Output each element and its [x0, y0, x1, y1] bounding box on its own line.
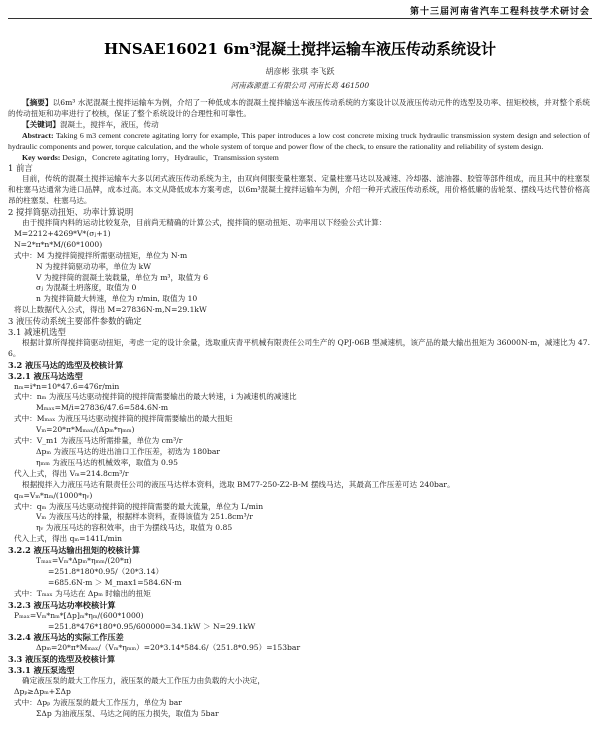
- paper-authors: 胡彦彬 张琪 李飞跃: [265, 67, 335, 76]
- keywords-en-label: Key words:: [22, 152, 61, 162]
- paragraph: 根据计算所得搅拌筒驱动扭矩，考虑一定的设计余量，选取重庆青平机械有限责任公司生产的 QPJ-06B 型减速机，该产品的最大输出扭矩为 36000N·m，减速比为 47.6。: [8, 337, 590, 358]
- formula-line: N 为搅拌筒驱动功率，单位为 kW: [36, 261, 152, 271]
- abstract-en-text: Taking 6 m3 cement concrete agitating lorry for example, This paper introduces a low cost concrete mixing truck hydraulic transmission system design and selection of hydraulic components and power, torque calculation, and the whole system of torque and power flow of the check, to ensure the rationality and reliability of system design.: [8, 130, 590, 151]
- paragraph: 确定液压泵的最大工作压力，液压泵的最大工作压力由负载的大小决定，: [22, 676, 265, 686]
- keywords-zh: [8, 120, 590, 131]
- keywords-en-text: Design，Concrete agitating lorry，Hydraulic，Transmission system: [62, 152, 279, 162]
- section-heading: 3.2.1 液压马达选型: [8, 370, 83, 381]
- abstract-en-label: Abstract:: [22, 130, 54, 140]
- keywords-zh-label: 【关键词】: [22, 119, 60, 129]
- formula-line: σⱼ 为混凝土坍落度，取值为 0: [36, 283, 137, 293]
- formula-line: Vₘ=20*π*Mₘₐₓ/(Δpₘ*ηₘₘ): [36, 425, 135, 435]
- formula-line: Pₘₐₓ=Vₘ*nₘ*[Δp]ₘ*ηₘ/(600*1000): [14, 610, 144, 620]
- section-heading: 3.2.2 液压马达输出扭矩的校核计算: [8, 545, 141, 556]
- formula-line: Mₘₐₓ=M/i=27836/47.6=584.6N·m: [36, 403, 169, 413]
- formula-line: =251.8*180*0.95/（20*3.14）: [48, 566, 164, 576]
- abstract-zh-text: 以6m³ 水泥混凝土搅拌运输车为例，介绍了一种低成本的混凝土搅拌输送车液压传动系统的方案设计以及液压传动元件的选型及功率、扭矩校核，并对整个系统的传动扭矩和功率进行了校核，保证了整个系统设计的合理性和可靠性。: [8, 98, 591, 118]
- formula-line: N=2*π*n*M/(60*1000): [14, 239, 103, 249]
- formula-line: =251.8*476*180*0.95/600000=34.1kW ＞ N=29.1kW: [48, 621, 256, 631]
- formula-line: 式中：V_m1 为液压马达所需排量，单位为 cm³/r: [14, 436, 183, 446]
- section-heading: 3.1 减速机选型: [8, 327, 66, 338]
- formula-line: 将以上数据代入公式，得出 M=27836N·m,N=29.1kW: [14, 305, 207, 315]
- formula-line: V 为搅拌筒的混凝土装载量，单位为 m³，取值为 6: [36, 272, 209, 282]
- formula-line: ΣΔp 为油液压泵、马达之间的压力损失，取值为 5bar: [36, 708, 219, 718]
- section-heading: 1 前言: [8, 163, 33, 174]
- section-heading: 3.2.4 液压马达的实际工作压差: [8, 632, 124, 643]
- header-rule: [8, 18, 592, 19]
- formula-line: Δpₚ≥Δpₘ+ΣΔp: [14, 686, 71, 696]
- paragraph: 由于搅拌筒内料的运动比较复杂，目前尚无精确的计算公式，搅拌筒的驱动扭矩、功率用以下经验公式计算：: [22, 217, 387, 227]
- formula-line: ηᵥ 为液压马达的容积效率，由于为摆线马达，取值为 0.85: [36, 523, 233, 533]
- section-heading: 3.2.3 液压马达功率校核计算: [8, 599, 116, 610]
- section-heading: 3.3 液压泵的选型及校核计算: [8, 654, 116, 665]
- abstract-zh-label: 【摘要】: [22, 98, 53, 107]
- formula-line: M=2212+4269*V*(σⱼ+1): [14, 228, 111, 238]
- paper-title: HNSAE16021 6m³混凝土搅拌运输车液压传动系统设计: [103, 40, 497, 58]
- section-heading: 2 搅拌筒驱动扭矩、功率计算说明: [8, 207, 134, 218]
- formula-line: 代入上式，得出 Vₘ=214.8cm³/r: [14, 468, 129, 478]
- paper-content: [8, 163, 590, 719]
- keywords-en: [8, 153, 590, 164]
- paper-body: [8, 98, 590, 720]
- formula-line: 式中：Δpₚ 为液压泵的最大工作压力，单位为 bar: [14, 697, 182, 707]
- abstract-zh: [8, 98, 590, 120]
- formula-line: =685.6N·m ＞ M_max1=584.6N·m: [48, 577, 182, 587]
- formula-line: Vₘ 为液压马达的排量，根据样本资料，查得该值为 251.8cm³/r: [36, 512, 253, 522]
- formula-line: qₘ=Vₘ*nₘ/(1000*ηᵥ): [14, 490, 93, 500]
- paper-affiliation: 河南森源重工有限公司 河南长葛 461500: [230, 81, 370, 90]
- running-header: 第十三届河南省汽车工程科技学术研讨会: [409, 7, 590, 17]
- formula-line: 式中：Mₘₐₓ 为液压马达驱动搅拌筒的搅拌筒需要输出的最大扭矩: [14, 414, 233, 424]
- abstract-en: [8, 131, 590, 153]
- formula-line: Δpₘ 为液压马达的进出油口工作压差，初选为 180bar: [36, 447, 221, 456]
- keywords-zh-text: 混凝土，搅拌车，液压，传动: [59, 119, 159, 129]
- formula-line: nₘ=i*n=10*47.6=476r/min: [14, 381, 120, 391]
- formula-line: 式中：M 为搅拌筒搅拌所需驱动扭矩，单位为 N·m: [14, 250, 188, 260]
- formula-line: 式中：nₘ 为液压马达驱动搅拌筒的搅拌筒需要输出的最大转速，i 为减速机的减速比: [14, 392, 297, 402]
- section-heading: 3.2 液压马达的选型及校核计算: [8, 359, 124, 370]
- section-heading: 3.3.1 液压泵选型: [8, 665, 75, 676]
- formula-line: ηₘₘ 为液压马达的机械效率，取值为 0.95: [36, 457, 178, 467]
- formula-line: Tₘₐₓ=Vₘ*Δpₘ*ηₘₘ/(20*π): [36, 556, 132, 566]
- formula-line: Δpₘ=20*π*Mₘₐₓ/（Vₘ*ηₘₘ）=20*3.14*584.6/（251.8*0.95）=153bar: [36, 643, 301, 653]
- formula-line: n 为搅拌筒最大转速，单位为 r/min, 取值为 10: [36, 294, 198, 304]
- formula-line: 式中：Tₘₐₓ 为马达在 Δpₘ 时输出的扭矩: [14, 588, 151, 598]
- paragraph: 目前，传统的混凝土搅拌运输车大多以闭式液压传动系统为主，由双向伺服变量柱塞泵、定量柱塞马达以及减速、冷却器、滤油器、胶管等部件组成，而且其中的柱塞泵和柱塞马达通常为进口品牌，成本过高。本文从降低成本方案考虑，以6m³混凝土搅拌运输车为例，介绍一种开式液压传动系统，用价格低廉的齿轮泵、摆线马达代替价格高昂的柱塞泵、柱塞马达。: [8, 174, 590, 206]
- section-heading: 3 液压传动系统主要部件参数的确定: [8, 316, 142, 327]
- formula-line: 式中：qₘ 为液压马达驱动搅拌筒的搅拌筒需要的最大流量，单位为 L/min: [14, 501, 264, 511]
- paragraph: 根据搅拌入力液压马达有限责任公司的液压马达样本资料，选取 BM77-250-Z2-B-M 摆线马达，其最高工作压差可达 240bar。: [22, 479, 455, 489]
- formula-line: 代入上式，得出 qₘ=141L/min: [14, 534, 123, 544]
